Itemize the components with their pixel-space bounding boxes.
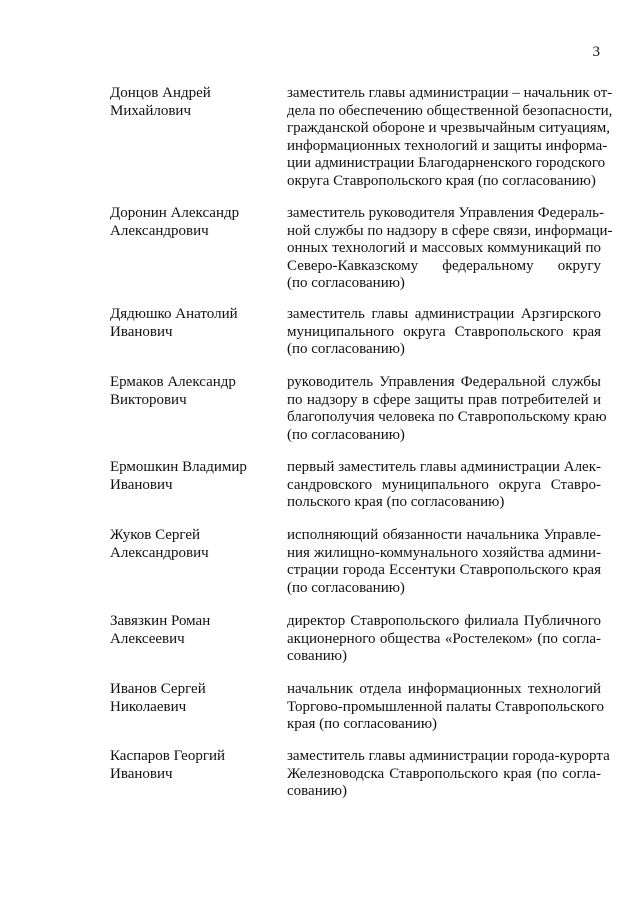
- member-role: директор Ставропольского филиала Публичного акционерного общества «Ростелеком» (по согла- сованию): [287, 613, 601, 664]
- member-name: Донцов Андрей Михайлович: [110, 85, 211, 119]
- member-name: Дядюшко Анатолий Иванович: [110, 306, 238, 340]
- member-name: Каспаров Георгий Иванович: [110, 748, 226, 782]
- member-name: Завязкин Роман Алексеевич: [110, 613, 211, 647]
- member-role: заместитель руководителя Управления Федераль- ной службы по надзору в сфере связи, информаци- онных технологий и массовых коммуникаций по Северо-Кавказскому федеральному округу (по согласованию): [287, 205, 613, 291]
- member-name: Ермаков Александр Викторович: [110, 374, 236, 408]
- page-number: 3: [592, 44, 600, 60]
- member-role: руководитель Управления Федеральной службы по надзору в сфере защиты прав потребителей и благополучия человека по Ставропольскому краю (по согласованию): [287, 374, 607, 443]
- member-role: первый заместитель главы администрации Алек- сандровского муниципального округа Ставро- польского края (по согласованию): [287, 459, 601, 510]
- member-role: заместитель главы администрации – начальник от- дела по обеспечению общественной безопасности, гражданской обороне и чрезвычайным ситуациям, информационных технологий и защиты информа- ции администрации Благодарненского городского округа Ставропольского края (по согласованию): [287, 85, 613, 189]
- member-role: начальник отдела информационных технологий Торгово-промышленной палаты Ставропольского края (по согласованию): [287, 681, 604, 732]
- member-role: заместитель главы администрации Арзгирского муниципального округа Ставропольского края (по согласованию): [287, 306, 601, 357]
- member-name: Иванов Сергей Николаевич: [110, 681, 206, 715]
- member-name: Жуков Сергей Александрович: [110, 527, 209, 561]
- member-name: Ермошкин Владимир Иванович: [110, 459, 247, 493]
- member-role: исполняющий обязанности начальника Управле- ния жилищно-коммунального хозяйства админи- страции города Ессентуки Ставропольского края (по согласованию): [287, 527, 601, 596]
- member-name: Доронин Александр Александрович: [110, 205, 240, 239]
- member-role: заместитель главы администрации города-курорта Железноводска Ставропольского края (по согла- сованию): [287, 748, 610, 799]
